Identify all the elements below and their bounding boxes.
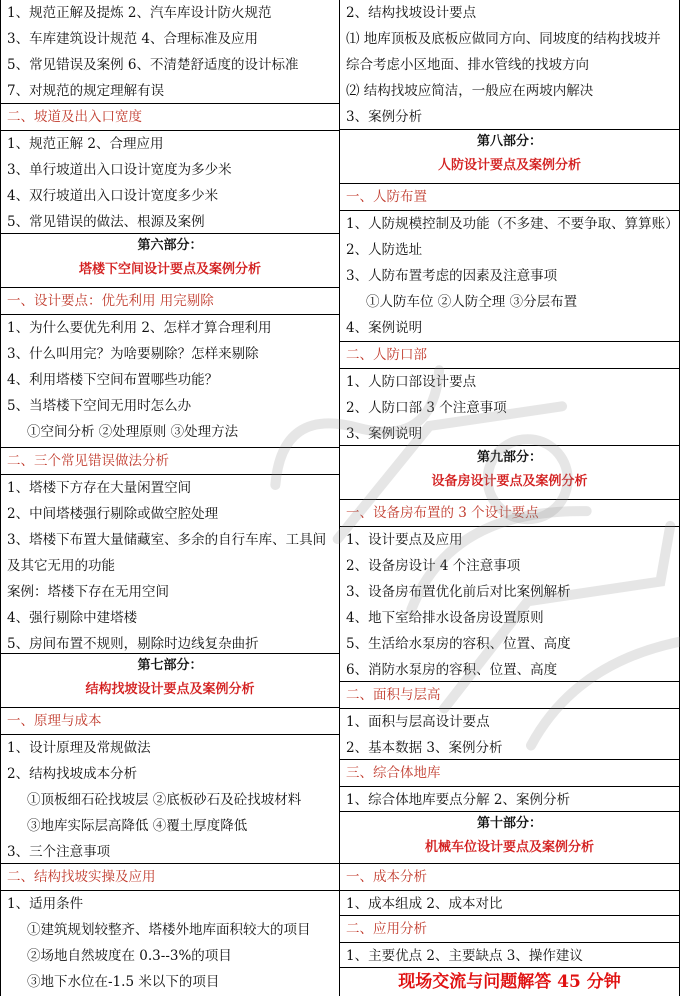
list-item: 3、人防布置考虑的因素及注意事项 [346, 268, 558, 284]
right-top-block [340, 0, 679, 130]
section-heading: 一、设备房布置的 3 个设计要点 [340, 500, 679, 527]
list-item: 4、双行坡道出入口设计宽度多少米 [7, 188, 219, 204]
part9-section2 [340, 682, 679, 760]
list-item: 4、强行剔除中建塔楼 [7, 610, 138, 626]
part-title: 塔楼下空间设计要点及案例分析 [78, 262, 261, 277]
section-heading: 二、坡道及出入口宽度 [1, 104, 339, 131]
section-heading: 二、面积与层高 [340, 682, 679, 709]
part9-section1 [340, 500, 679, 682]
list-item: 1、设计原理及常规做法 [7, 740, 151, 756]
list-item: 3、案例分析 [346, 109, 423, 125]
part6-section2 [1, 448, 339, 654]
part7-section2 [1, 864, 339, 996]
list-item: 1、规范正解 2、合理应用 [7, 136, 164, 152]
list-item: 2、人防口部 3 个注意事项 [346, 400, 507, 416]
part8-section1 [340, 184, 679, 342]
part9-header [340, 446, 679, 500]
sub-list-item: ①顶板细石砼找坡层 ②底板砂石及砼找坡材料 [27, 792, 302, 808]
part-title: 设备房设计要点及案例分析 [431, 474, 588, 489]
section-heading: 一、成本分析 [340, 864, 679, 891]
section-heading: 三、综合体地库 [340, 760, 679, 787]
list-item: 3、单行坡道出入口设计宽度为多少米 [7, 162, 232, 178]
part6-section1 [1, 288, 339, 448]
list-item: 3、案例说明 [346, 426, 423, 442]
section-heading: 二、结构找坡实操及应用 [1, 864, 339, 891]
list-item: 4、案例说明 [346, 320, 423, 336]
list-item: 2、结构找坡设计要点 [346, 5, 477, 21]
list-item: 及其它无用的功能 [7, 558, 115, 574]
part8-header [340, 130, 679, 184]
section-heading: 二、三个常见错误做法分析 [1, 448, 339, 475]
part-label: 第九部分： [476, 450, 542, 465]
part7-header [1, 654, 339, 708]
list-item: 2、基本数据 3、案例分析 [346, 740, 503, 756]
part-label: 第八部分： [476, 134, 542, 149]
part9-section3 [340, 760, 679, 812]
list-item: 5、常见错误及案例 6、不清楚舒适度的设计标准 [7, 57, 299, 73]
part10-section2 [340, 916, 679, 968]
list-item: 1、设计要点及应用 [346, 532, 463, 548]
list-item: 1、规范正解及提炼 2、汽车库设计防火规范 [7, 5, 272, 21]
list-item: 1、主要优点 2、主要缺点 3、操作建议 [346, 948, 583, 964]
section-heading: 一、人防布置 [340, 184, 679, 211]
list-item: ⑴ 地库顶板及底板应做同方向、同坡度的结构找坡并 [346, 31, 661, 47]
part10-section1 [340, 864, 679, 916]
sub-list-item: ①人防车位 ②人防仝理 ③分层布置 [366, 294, 578, 310]
sub-list-item: ①建筑规划较整齐、塔楼外地库面积较大的项目 [27, 922, 311, 938]
section-heading: 一、设计要点：优先利用 用完剔除 [1, 288, 339, 315]
section-heading: 一、原理与成本 [1, 708, 339, 735]
sub-list-item: ①空间分析 ②处理原则 ③处理方法 [27, 424, 239, 440]
list-item: 1、面积与层高设计要点 [346, 714, 490, 730]
part-label: 第六部分： [137, 238, 203, 253]
list-item: 3、塔楼下布置大量储藏室、多余的自行车库、工具间 [7, 532, 327, 548]
list-item: 1、为什么要优先利用 2、怎样才算合理利用 [7, 320, 272, 336]
final-block [340, 968, 679, 996]
left-top-block [1, 0, 339, 104]
list-item: 4、地下室给排水设备房设置原则 [346, 610, 544, 626]
list-item: 5、当塔楼下空间无用时怎么办 [7, 398, 192, 414]
list-item: 1、适用条件 [7, 896, 84, 912]
list-item: 2、人防选址 [346, 242, 423, 258]
list-item: 1、人防口部设计要点 [346, 374, 477, 390]
part8-section2 [340, 342, 679, 446]
list-item: 1、综合体地库要点分解 2、案例分析 [346, 792, 570, 808]
list-item: ⑵ 结构找坡应简洁，一般应在两坡内解决 [346, 83, 594, 99]
part6-header [1, 234, 339, 288]
closing-session-title: 现场交流与问题解答 45 分钟 [398, 972, 621, 992]
list-item: 1、成本组成 2、成本对比 [346, 896, 503, 912]
part7-section1 [1, 708, 339, 864]
list-item: 2、结构找坡成本分析 [7, 766, 138, 782]
part-title: 人防设计要点及案例分析 [437, 158, 581, 173]
list-item: 1、人防规模控制及功能（不多建、不要争取、算算账） [346, 216, 679, 232]
part-label: 第七部分： [137, 658, 203, 673]
list-item: 3、什么叫用完？为啥要剔除？怎样来剔除 [7, 346, 259, 362]
list-item: 5、房间布置不规则，剔除时边线复杂曲折 [7, 636, 259, 652]
part-title: 结构找坡设计要点及案例分析 [85, 682, 255, 697]
list-item: 综合考虑小区地面、排水管线的找坡方向 [346, 57, 589, 73]
list-item: 5、常见错误的做法、根源及案例 [7, 214, 205, 230]
list-item: 4、利用塔楼下空间布置哪些功能？ [7, 372, 219, 388]
sub-list-item: ③地库实际层高降低 ④覆土厚度降低 [27, 818, 248, 834]
list-item: 6、消防水泵房的容积、位置、高度 [346, 662, 558, 678]
section-heading: 二、应用分析 [340, 916, 679, 943]
section-heading: 二、人防口部 [340, 342, 679, 369]
list-item: 3、设备房布置优化前后对比案例解析 [346, 584, 571, 600]
ramp-section [1, 104, 339, 234]
list-item: 1、塔楼下方存在大量闲置空间 [7, 480, 192, 496]
list-item: 3、三个注意事项 [7, 844, 111, 860]
right-column [340, 0, 680, 996]
sub-list-item: ③地下水位在-1.5 米以下的项目 [27, 974, 220, 990]
list-item: 7、对规范的规定理解有误 [7, 83, 165, 99]
sub-list-item: ②场地自然坡度在 0.3--3%的项目 [27, 948, 232, 964]
list-item: 3、车库建筑设计规范 4、合理标准及应用 [7, 31, 258, 47]
list-item: 2、中间塔楼强行剔除或做空腔处理 [7, 506, 219, 522]
list-item: 案例：塔楼下存在无用空间 [7, 584, 169, 600]
part-title: 机械车位设计要点及案例分析 [424, 840, 594, 855]
list-item: 2、设备房设计 4 个注意事项 [346, 558, 521, 574]
part10-header [340, 812, 679, 864]
list-item: 5、生活给水泵房的容积、位置、高度 [346, 636, 571, 652]
part-label: 第十部分： [476, 816, 542, 831]
